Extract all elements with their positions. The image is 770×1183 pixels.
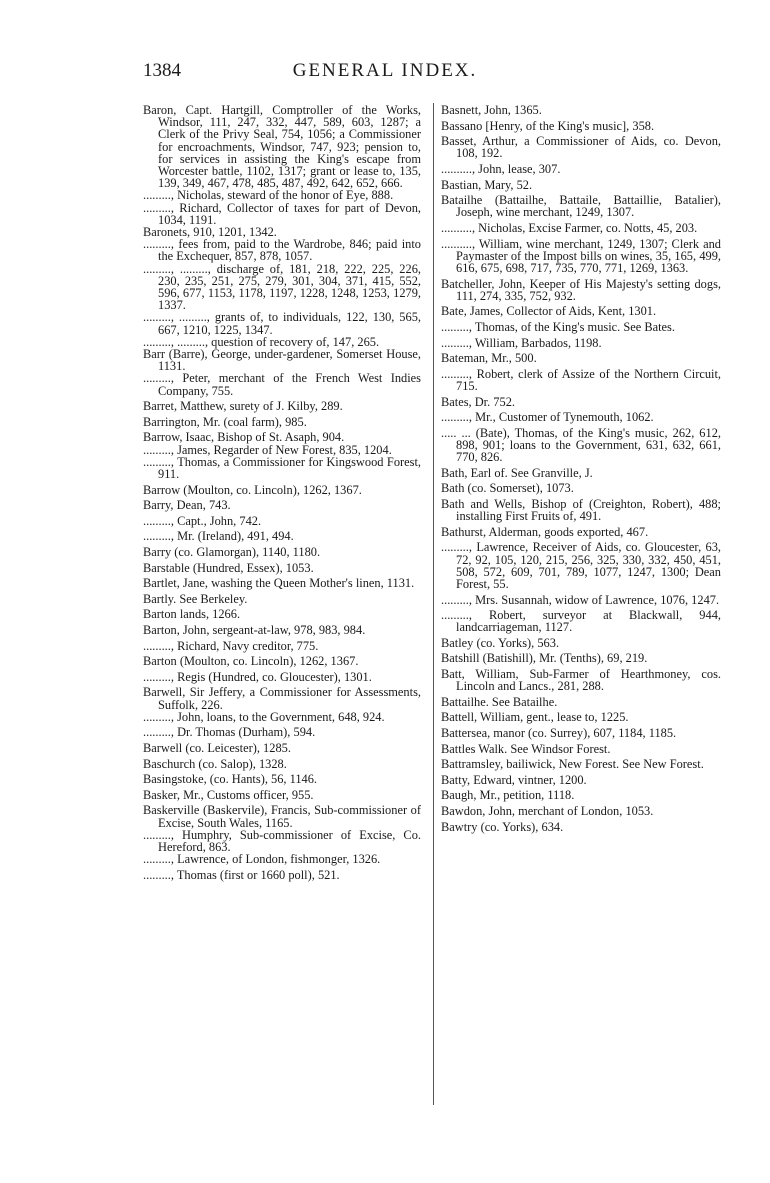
index-entry: ........., William, Barbados, 1198. bbox=[441, 335, 602, 350]
right-index-column bbox=[441, 104, 721, 833]
index-entry: Battell, William, gent., lease to, 1225. bbox=[441, 710, 629, 725]
index-entry: ........., Humphry, Sub-commissioner of Excise, Co. Hereford, 863. bbox=[143, 827, 421, 854]
index-entry: Barwell (co. Leicester), 1285. bbox=[143, 740, 291, 755]
index-entry: ........., Robert, clerk of Assize of the Northern Circuit, 715. bbox=[441, 366, 721, 393]
index-entry: ........., ........., discharge of, 181, 218, 222, 225, 226, 230, 235, 251, 275, 279, 301, 304, 371, 415, 552, 596, 677, 1153, 1178, 1197, 1228, 1248, 1253, 1279, 1337. bbox=[143, 261, 421, 313]
index-entry: ........., ........., grants of, to individuals, 122, 130, 565, 667, 1210, 1225, 1347. bbox=[143, 310, 421, 337]
index-entry: Barry (co. Glamorgan), 1140, 1180. bbox=[143, 545, 321, 560]
index-entry: Bathurst, Alderman, goods exported, 467. bbox=[441, 524, 649, 539]
index-entry: ........., ........., question of recovery of, 147, 265. bbox=[143, 334, 380, 349]
index-entry: ........., Mrs. Susannah, widow of Lawrence, 1076, 1247. bbox=[441, 592, 720, 607]
index-entry: Barrington, Mr. (coal farm), 985. bbox=[143, 414, 307, 429]
index-entry: ........., John, loans, to the Government, 648, 924. bbox=[143, 709, 385, 724]
index-entry: Barton lands, 1266. bbox=[143, 607, 241, 622]
column-divider bbox=[433, 103, 434, 1105]
index-entry: Bate, James, Collector of Aids, Kent, 1301. bbox=[441, 304, 657, 319]
index-entry: Bassano [Henry, of the King's music], 358. bbox=[441, 118, 655, 133]
index-entry: .........., Nicholas, Excise Farmer, co. Notts, 45, 203. bbox=[441, 220, 698, 235]
index-entry: Barret, Matthew, surety of J. Kilby, 289. bbox=[143, 399, 343, 414]
index-entry: ........., Mr., Customer of Tynemouth, 1062. bbox=[441, 410, 654, 425]
index-entry: ........., Richard, Collector of taxes for part of Devon, 1034, 1191. bbox=[143, 200, 421, 227]
index-entry: Bartlet, Jane, washing the Queen Mother's linen, 1131. bbox=[143, 576, 415, 591]
index-entry: Baschurch (co. Salop), 1328. bbox=[143, 756, 287, 771]
index-entry: Baskerville (Baskervile), Francis, Sub-commissioner of Excise, South Wales, 1165. bbox=[143, 803, 421, 830]
index-entry: Basset, Arthur, a Commissioner of Aids, co. Devon, 108, 192. bbox=[441, 134, 721, 161]
index-entry: Bartly. See Berkeley. bbox=[143, 591, 248, 606]
index-entry: Battersea, manor (co. Surrey), 607, 1184, 1185. bbox=[441, 726, 677, 741]
index-entry: ........., Lawrence, Receiver of Aids, co. Gloucester, 63, 72, 92, 105, 120, 215, 256, 325, 330, 332, 450, 451, 508, 572, 609, 701, 789, 1077, 1247, 1300; Dean Forest, 55. bbox=[441, 540, 721, 591]
index-entry: ........., James, Regarder of New Forest, 835, 1204. bbox=[143, 442, 392, 457]
index-entry: Batt, William, Sub-Farmer of Hearthmoney, cos. Lincoln and Lancs., 281, 288. bbox=[441, 667, 721, 694]
index-entry: Barry, Dean, 743. bbox=[143, 498, 231, 513]
index-entry: ........., Mr. (Ireland), 491, 494. bbox=[143, 529, 294, 544]
index-entry: Bateman, Mr., 500. bbox=[441, 351, 537, 366]
index-entry: Bath and Wells, Bishop of (Creighton, Robert), 488; installing First Fruits of, 491. bbox=[441, 496, 721, 524]
index-entry: ........., Thomas, of the King's music. See Bates. bbox=[441, 319, 675, 334]
index-entry: Basingstoke, (co. Hants), 56, 1146. bbox=[143, 772, 318, 787]
index-entry: Baron, Capt. Hartgill, Comptroller of the Works, Windsor, 111, 247, 332, 447, 589, 603, 1287; a Clerk of the Privy Seal, 754, 1056; a Commissioner for encroachments, Windsor, 747, 923; pension to, for services in assisting the King's escape from Worcester battle, 1102, 1317; grant or lease to, 135, 139, 349, 467, 478, 485, 487, 492, 642, 652, 666. bbox=[143, 103, 421, 191]
index-entry: .........., William, wine merchant, 1249, 1307; Clerk and Paymaster of the Impost bills on wines, 35, 165, 499, 616, 675, 698, 717, 735, 770, 771, 1269, 1363. bbox=[441, 236, 721, 275]
index-entry: ........., Capt., John, 742. bbox=[143, 513, 262, 528]
index-entry: ........., Regis (Hundred, co. Gloucester), 1301. bbox=[143, 669, 372, 684]
index-entry: Baronets, 910, 1201, 1342. bbox=[143, 225, 277, 240]
index-entry: Basnett, John, 1365. bbox=[441, 103, 542, 117]
index-entry: Barton, John, sergeant-at-law, 978, 983, 984. bbox=[143, 623, 366, 637]
index-entry: Batty, Edward, vintner, 1200. bbox=[441, 772, 587, 787]
index-entry: ..... ... (Bate), Thomas, of the King's music, 262, 612, 898, 901; loans to the Government, 631, 632, 661, 770, 826. bbox=[441, 425, 721, 465]
index-entry: Battles Walk. See Windsor Forest. bbox=[441, 741, 611, 756]
index-entry: ........., Thomas, a Commissioner for Kingswood Forest, 911. bbox=[143, 454, 421, 482]
index-entry: ........., Robert, surveyor at Blackwall, 944, landcarriageman, 1127. bbox=[441, 608, 721, 635]
index-entry: ........., Lawrence, of London, fishmonger, 1326. bbox=[143, 852, 381, 867]
page-header bbox=[0, 60, 770, 88]
index-entry: Batshill (Batishill), Mr. (Tenths), 69, 219. bbox=[441, 651, 648, 666]
index-entry: Battramsley, bailiwick, New Forest. See New Forest. bbox=[441, 757, 704, 772]
index-entry: ........., Nicholas, steward of the honor of Eye, 888. bbox=[143, 188, 394, 203]
index-entry: .........., John, lease, 307. bbox=[441, 161, 561, 176]
index-entry: ........., Richard, Navy creditor, 775. bbox=[143, 638, 319, 653]
page-number: 1384 bbox=[143, 60, 181, 81]
left-index-column bbox=[143, 104, 421, 881]
index-entry: Batailhe (Battailhe, Battaile, Battaillie, Batalier), Joseph, wine merchant, 1249, 1307. bbox=[441, 193, 721, 220]
index-entry: Bawdon, John, merchant of London, 1053. bbox=[441, 804, 654, 819]
index-entry: Basker, Mr., Customs officer, 955. bbox=[143, 787, 314, 802]
index-entry: Bastian, Mary, 52. bbox=[441, 177, 533, 192]
index-entry: Barwell, Sir Jeffery, a Commissioner for Assessments, Suffolk, 226. bbox=[143, 685, 421, 712]
index-entry: ........., Peter, merchant of the French West Indies Company, 755. bbox=[143, 371, 421, 398]
index-entry: Bath, Earl of. See Granville, J. bbox=[441, 465, 593, 480]
index-entry: Battailhe. See Batailhe. bbox=[441, 694, 558, 709]
index-entry: Barton (Moulton, co. Lincoln), 1262, 1367. bbox=[143, 654, 359, 669]
index-entry: Batley (co. Yorks), 563. bbox=[441, 635, 560, 650]
page-title: GENERAL INDEX. bbox=[292, 60, 478, 81]
index-entry: Bates, Dr. 752. bbox=[441, 394, 515, 409]
index-entry: Batcheller, John, Keeper of His Majesty's setting dogs, 111, 274, 335, 752, 932. bbox=[441, 276, 721, 303]
index-entry: Barstable (Hundred, Essex), 1053. bbox=[143, 560, 314, 575]
index-entry: ........., Dr. Thomas (Durham), 594. bbox=[143, 725, 316, 740]
index-entry: Baugh, Mr., petition, 1118. bbox=[441, 788, 575, 803]
index-entry: ........., Thomas (first or 1660 poll), 521. bbox=[143, 867, 340, 882]
index-entry: ........., fees from, paid to the Wardrobe, 846; paid into the Exchequer, 857, 878, 1057. bbox=[143, 237, 421, 264]
index-entry: Bawtry (co. Yorks), 634. bbox=[441, 819, 564, 834]
index-entry: Bath (co. Somerset), 1073. bbox=[441, 481, 574, 496]
index-entry: Barrow, Isaac, Bishop of St. Asaph, 904. bbox=[143, 430, 345, 445]
index-entry: Barr (Barre), George, under-gardener, Somerset House, 1131. bbox=[143, 347, 421, 374]
index-entry: Barrow (Moulton, co. Lincoln), 1262, 1367. bbox=[143, 482, 362, 497]
